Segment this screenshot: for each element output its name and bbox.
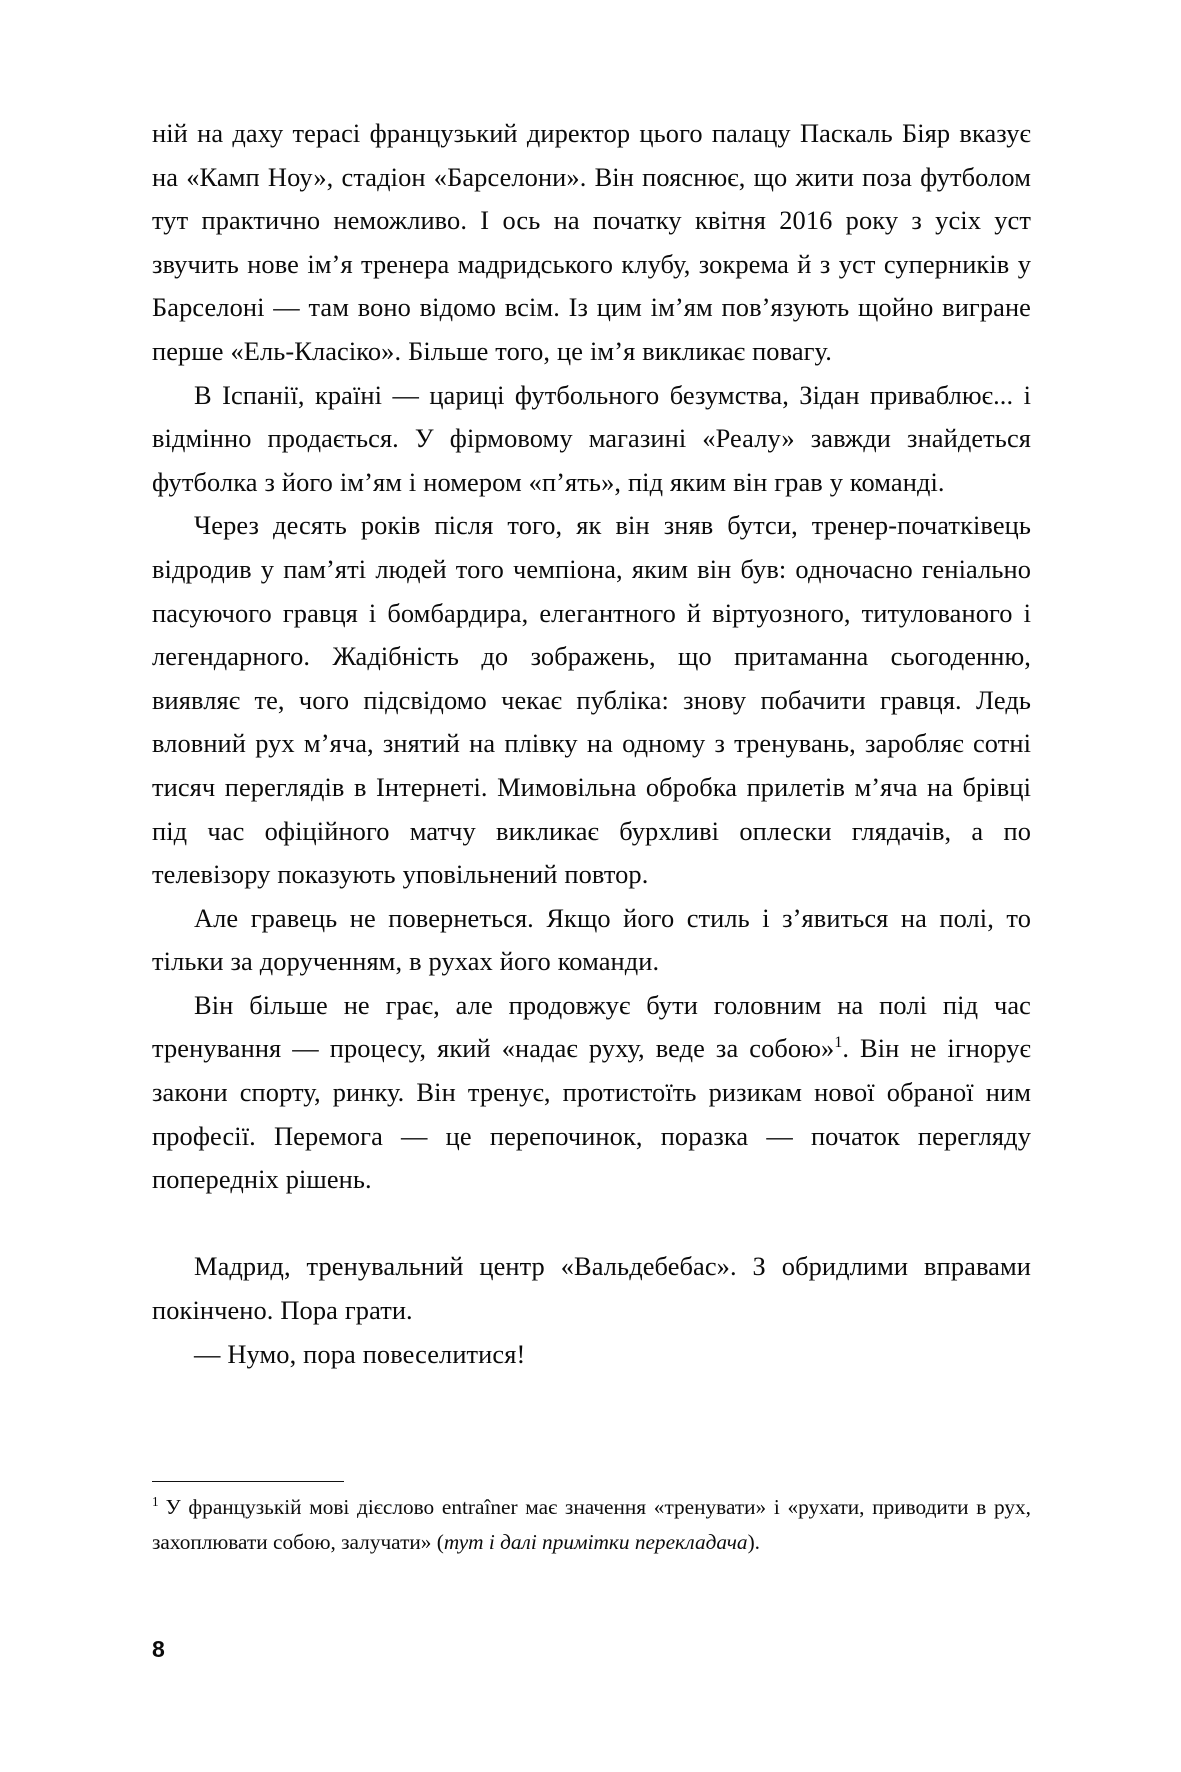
footnote-body-part-2: ). <box>747 1530 760 1554</box>
footnote-text <box>152 1490 1031 1560</box>
footnote-body-italic: тут і далі примітки перекладача <box>443 1530 748 1554</box>
paragraph-4: Але гравець не повернеться. Якщо його стиль і з’явиться на полі, то тільки за дорученням, в рухах його команди. <box>152 902 1031 977</box>
page-number: 8 <box>152 1636 166 1662</box>
footnote-block <box>152 1481 1031 1560</box>
footnote-body-part-1: У французькій мові дієслово entraîner має значення «тренувати» і «рухати, приводити в рух, захоплювати собою, залучати» ( <box>152 1495 1031 1554</box>
paragraph-2: В Іспанії, країні — цариці футбольного безумства, Зідан приваблює... і відмінно продається. У фірмовому магазині «Реалу» завжди знайдеться футболка з його ім’ям і номером «п’ять», під яким він грав у команді. <box>152 379 1031 497</box>
footnote-1 <box>152 1490 1031 1560</box>
paragraph-5-part-a: Він більше не грає, але продовжує бути головним на полі під час тренування — процесу, який «надає руху, веде за собою» <box>152 989 1031 1064</box>
footnote-number: 1 <box>152 1493 159 1509</box>
paragraph-5 <box>152 984 1031 1202</box>
footnote-reference-1[interactable]: 1 <box>834 1034 843 1052</box>
body-text <box>152 112 1031 1376</box>
footnote-separator-rule <box>152 1481 344 1482</box>
paragraph-7: — Нумо, пора повеселитися! <box>194 1338 526 1369</box>
text-column <box>152 112 1031 1376</box>
paragraph-5-part-b: . Він не ігнорує закони спорту, ринку. Він тренує, протистоїть ризикам нової обраної ним професії. Перемога — це перепочинок, поразка — початок перегляду попередніх рішень. <box>152 1033 1031 1195</box>
paragraph-3: Через десять років після того, як він зняв бутси, тренер-початківець відродив у пам’яті людей того чемпіона, яким він був: одночасно геніально пасуючого гравця і бомбардира, елегантного й віртуозного, титулованого і легендарного. Жадібність до зображень, що притаманна сьогоденню, виявляє те, чого підсвідомо чекає публіка: знову побачити гравця. Ледь вловний рух м’яча, знятий на плівку на одному з тренувань, заробляє сотні тисяч переглядів в Інтернеті. Мимовільна обробка прилетів м’яча на брівці під час офіційного матчу викликає бурхливі оплески глядачів, а по телевізору показують уповільнений повтор. <box>152 510 1031 890</box>
paragraph-1: ній на даху терасі французький директор цього палацу Паскаль Біяр вказує на «Камп Ноу», стадіон «Барселони». Він пояснює, що жити поза футболом тут практично неможливо. І ось на початку квітня 2016 року з усіх уст звучить нове ім’я тренера мадридського клубу, зокрема й з уст суперників у Барселоні — там воно відомо всім. Із цим ім’ям пов’язують щойно вигране перше «Ель-Класіко». Більше того, це ім’я викликає повагу. <box>152 118 1031 366</box>
paragraph-6: Мадрид, тренувальний центр «Вальдебебас». З обридлими вправами покінчено. Пора грати. <box>152 1251 1031 1326</box>
